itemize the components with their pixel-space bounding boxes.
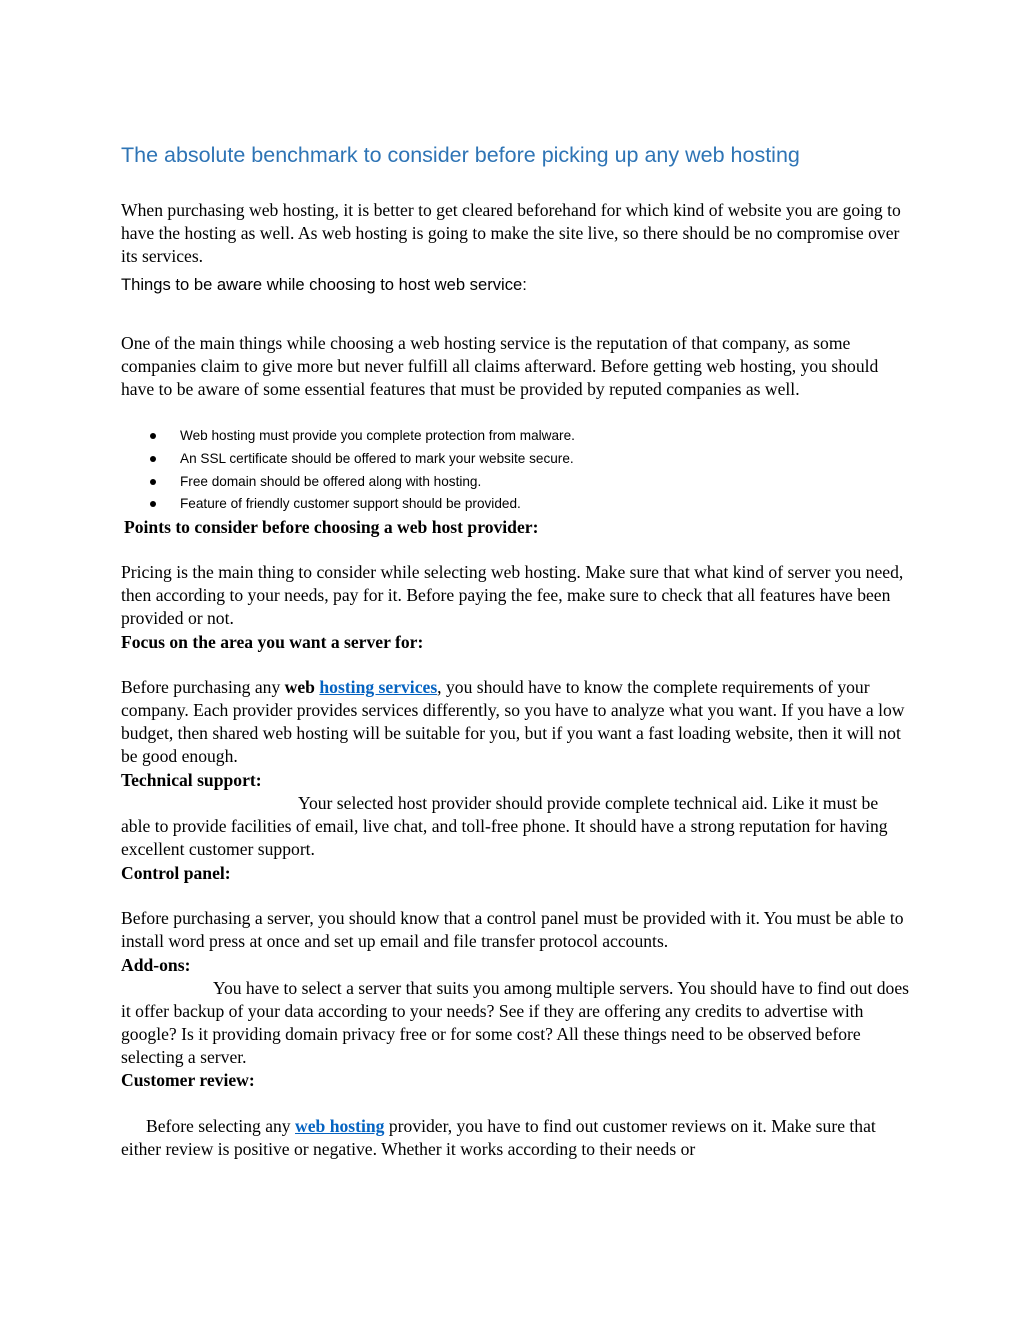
bullet-icon xyxy=(150,479,156,485)
review-heading: Customer review: xyxy=(121,1070,255,1090)
focus-heading: Focus on the area you want a server for: xyxy=(121,632,424,652)
list-item: Free domain should be offered along with hosting. xyxy=(150,471,575,494)
pricing-paragraph: Pricing is the main thing to consider while selecting web hosting. Make sure that what kind of server you need, then according to your needs, pay for it. Before paying the fee, make sure to check that all features have been provided or not. xyxy=(121,562,904,628)
things-paragraph: One of the main things while choosing a web hosting service is the reputation of that company, as some companies claim to give more but never fulfill all claims afterward. Before getting web hosting, you should have to be aware of some essential features that must be provided by reputed companies as well. xyxy=(121,333,879,399)
review-paragraph: Before selecting any web hosting provider, you have to find out customer reviews on it. Make sure that either review is positive or negative. Whether it works according to their needs or xyxy=(121,1116,876,1159)
things-heading: Things to be aware while choosing to host web service: xyxy=(121,275,527,294)
points-heading: Points to consider before choosing a web host provider: xyxy=(124,517,539,537)
focus-paragraph: Before purchasing any web hosting services, you should have to know the complete requirements of your company. Each provider provides services differently, so you have to analyze what you want. If you have a low budget, then shared web hosting will be suitable for you, but if you want a fast loading website, then it will not be good enough. xyxy=(121,677,905,766)
bold-web-text: web xyxy=(284,677,315,697)
web-hosting-link[interactable]: web hosting xyxy=(295,1116,385,1136)
tech-heading: Technical support: xyxy=(121,770,262,790)
bullet-icon xyxy=(150,433,156,439)
hosting-services-link[interactable]: hosting services xyxy=(319,677,438,697)
tech-paragraph: Your selected host provider should provide complete technical aid. Like it must be able to provide facilities of email, live chat, and toll-free phone. It should have a strong reputation for having excellent customer support. xyxy=(121,793,888,859)
control-heading: Control panel: xyxy=(121,863,231,883)
bullet-icon xyxy=(150,456,156,462)
list-item: An SSL certificate should be offered to mark your website secure. xyxy=(150,448,575,471)
addons-heading: Add-ons: xyxy=(121,955,191,975)
list-item: Web hosting must provide you complete protection from malware. xyxy=(150,425,575,448)
list-item: Feature of friendly customer support should be provided. xyxy=(150,493,575,516)
document-title: The absolute benchmark to consider before picking up any web hosting xyxy=(121,143,800,167)
intro-paragraph: When purchasing web hosting, it is better to get cleared beforehand for which kind of website you are going to have the hosting as well. As web hosting is going to make the site live, so there should be no compromise over its services. xyxy=(121,200,901,266)
feature-list xyxy=(150,425,575,516)
bullet-icon xyxy=(150,501,156,507)
addons-paragraph: You have to select a server that suits you among multiple servers. You should have to find out does it offer backup of your data according to your needs? See if they are offering any credits to advertise with google? Is it providing domain privacy free or for some cost? All these things need to be observed before selecting a server. xyxy=(121,978,910,1067)
control-paragraph: Before purchasing a server, you should know that a control panel must be provided with it. You must be able to install word press at once and set up email and file transfer protocol accounts. xyxy=(121,908,904,951)
